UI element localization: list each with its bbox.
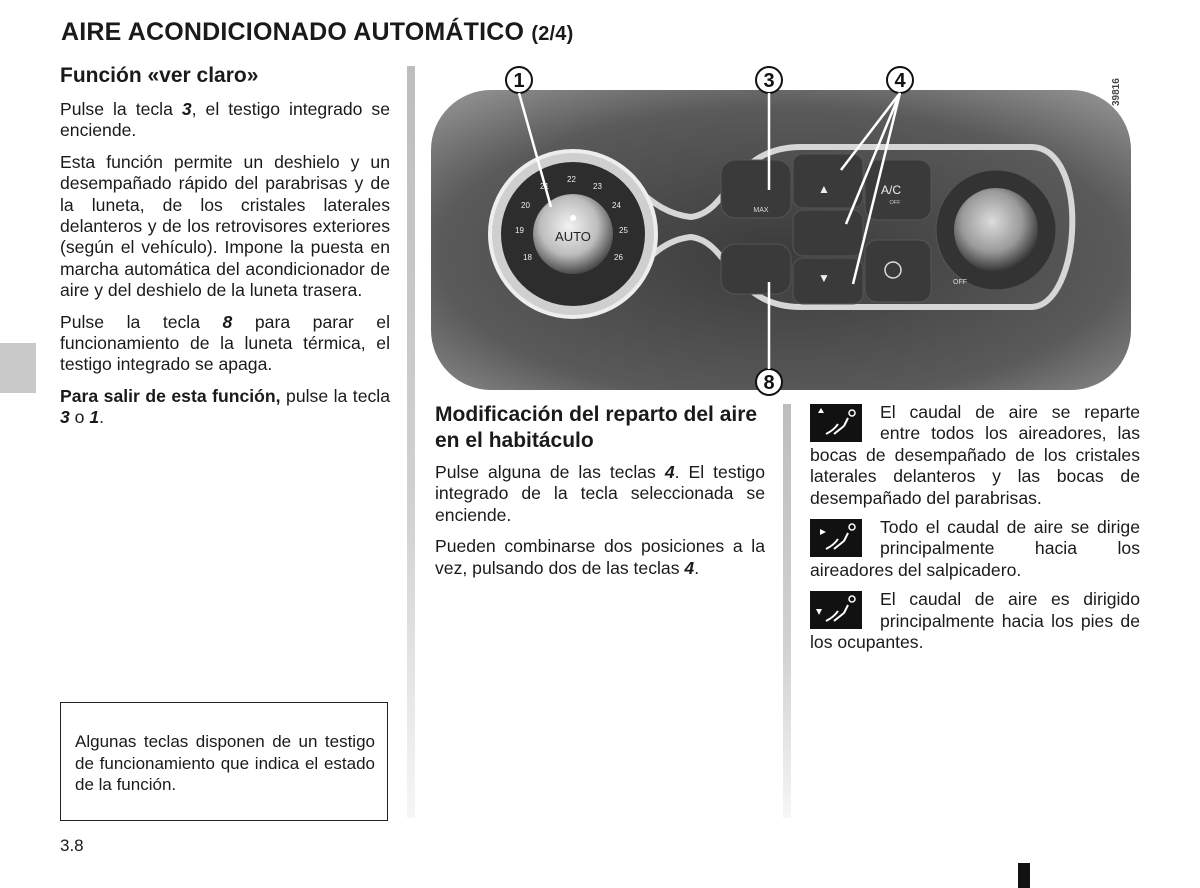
climate-panel-illustration	[431, 62, 1131, 398]
page-number: 3.8	[60, 836, 84, 855]
distribution-text: El caudal de aire es dirigido principalmente hacia los pies de los ocupantes.	[810, 589, 1140, 653]
paragraph	[60, 99, 390, 142]
ac-label: A/C	[880, 183, 902, 197]
callout-4: 4	[894, 70, 906, 92]
figure-ref-code: 39816	[1111, 78, 1122, 106]
distribution-item	[810, 517, 1140, 581]
text: Pueden combinarse dos posiciones a la vez, pulsando dos de las teclas	[435, 536, 765, 578]
text: para parar el funcionamiento de la luneta térmica, el testigo integrado se apaga.	[60, 311, 390, 375]
text: Pulse la tecla	[60, 99, 182, 119]
dial-temp: 20	[521, 201, 530, 210]
distribution-text: El caudal de aire se reparte entre todos los aireadores, las bocas de desempañado de los cristales laterales delanteros y las bocas de desempañado del parabrisas.	[810, 402, 1140, 508]
text: Pulse la tecla	[60, 311, 223, 332]
page-title-text: AIRE ACONDICIONADO AUTOMÁTICO	[61, 18, 525, 46]
callout-3: 3	[763, 70, 775, 92]
key-reference: 3	[181, 99, 192, 119]
text: . El testigo integrado de la tecla seleccionada se enciende.	[435, 462, 765, 525]
column-divider	[783, 404, 791, 818]
air-up-button	[793, 154, 863, 208]
right-column	[810, 402, 1140, 661]
ac-off-label: OFF	[889, 200, 901, 206]
text: Pulse alguna de las teclas	[435, 462, 665, 482]
defrost-max-label: MAX	[753, 207, 769, 214]
section-heading-ver-claro: Función «ver claro»	[60, 64, 259, 87]
text: o	[69, 407, 90, 428]
distribution-item	[810, 402, 1140, 509]
section-heading-reparto: Modificación del reparto del aire en el habitáculo	[435, 403, 758, 452]
paragraph: Esta función permite un deshielo y un desempañado rápido del parabrisas y de la luneta, de los cristales laterales delanteros y de los retrovisores exteriores (según el vehículo). Impone la puesta en marcha automática del acondicionador de aire y del deshielo de la luneta trasera.	[60, 151, 390, 301]
windshield-vent-icon	[810, 404, 862, 442]
chapter-tab	[0, 343, 36, 393]
key-reference: 4	[684, 557, 695, 578]
face-vent-icon	[810, 519, 862, 557]
paragraph	[60, 312, 390, 376]
note-box	[60, 702, 388, 821]
bold-text: Para salir de esta función,	[60, 385, 281, 406]
column-divider	[407, 66, 415, 818]
down-arrow: ▼	[818, 271, 830, 285]
foot-vent-icon	[810, 591, 862, 629]
dial-temp: 21	[540, 182, 549, 191]
fan-knob	[954, 188, 1038, 272]
distribution-item	[810, 589, 1140, 653]
dial-temp: 24	[612, 201, 621, 210]
text: , el testigo integrado se enciende.	[60, 99, 390, 141]
indicator-dot	[570, 215, 576, 221]
dial-temp: 26	[614, 253, 623, 262]
middle-column	[435, 402, 765, 589]
dial-temp: 18	[523, 253, 532, 262]
paragraph	[435, 536, 765, 579]
dial-temp: 23	[593, 182, 602, 191]
distribution-text: Todo el caudal de aire se dirige principalmente hacia los aireadores del salpicadero.	[810, 517, 1140, 580]
note-text: Algunas teclas disponen de un testigo de funcionamiento que indica el estado de la función.	[75, 732, 375, 794]
recirculation-button	[865, 240, 931, 302]
text: .	[694, 557, 700, 578]
dial-temp: 22	[567, 175, 576, 184]
key-reference: 4	[664, 462, 675, 482]
climate-control-figure	[431, 62, 1131, 398]
up-arrow: ▲	[818, 182, 830, 196]
key-reference: 3	[60, 407, 70, 428]
paragraph	[435, 462, 765, 526]
fan-off-label: OFF	[953, 279, 967, 286]
text: pulse la tecla	[280, 385, 390, 406]
rear-defrost-button	[721, 244, 791, 294]
key-reference: 1	[89, 407, 100, 428]
page-title	[61, 18, 573, 47]
dial-temp: 25	[619, 226, 628, 235]
key-reference: 8	[222, 311, 233, 332]
page-edge-mark	[1018, 863, 1030, 888]
auto-label: AUTO	[555, 229, 591, 244]
page-title-part: (2/4)	[531, 23, 574, 45]
paragraph	[60, 386, 390, 429]
callout-1: 1	[513, 70, 525, 92]
left-column	[60, 63, 390, 439]
text: .	[99, 407, 105, 428]
callout-8: 8	[763, 372, 775, 394]
dial-temp: 19	[515, 226, 524, 235]
air-face-button	[793, 210, 863, 256]
